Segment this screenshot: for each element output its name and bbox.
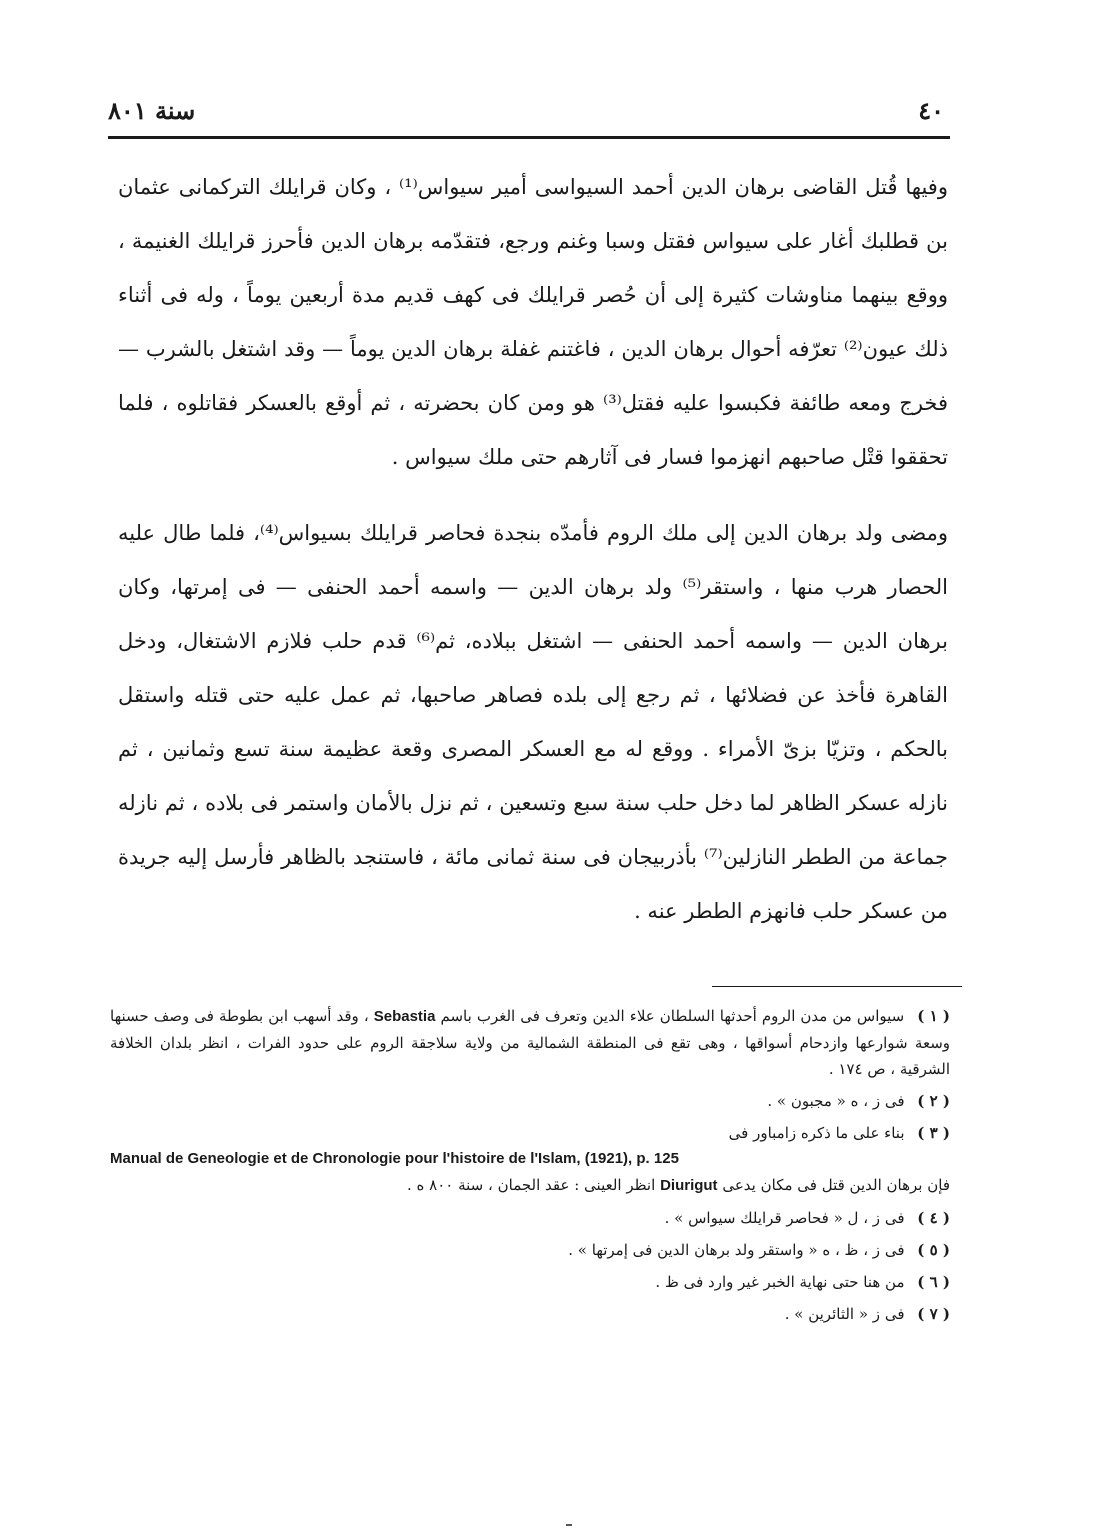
footnote-3-latin-title: Manual de Geneologie et de Chronologie pour l'histoire de l'Islam, (1921), p. 125: [110, 1150, 679, 1167]
footnote-text: من هنا حتى نهاية الخبر غير وارد فى ظ .: [655, 1273, 905, 1291]
paragraph-1: وفيها قُتل القاضى برهان الدين أحمد السيواسى أمير سيواس⁽¹⁾ ، وكان قرايلك التركمانى عثمان بن قطلبك أغار على سيواس فقتل وسبا وغنم ورجع، فتقدّمه برهان الدين فأحرز قرايلك الغنيمة ، ووقع بينهما مناوشات كثيرة إلى أن حُصر قرايلك فى كهف قديم مدة أربعين يوماً ، وله فى أثناء ذلك عيون⁽²⁾ تعرّفه أحوال برهان الدين ، فاغتنم غفلة برهان الدين يوماً — وقد اشتغل بالشرب — فخرج ومعه طائفة فكبسوا عليه فقتل⁽³⁾ هو ومن كان بحضرته ، ثم أوقع بالعسكر فقاتلوه ، فلما تحققوا قتْل صاحبهم انهزموا فسار فى آثارهم حتى ملك سيواس .: [118, 175, 949, 469]
footnote-2: [110, 1088, 950, 1114]
footnote-text: فى ز ، ل « فحاصر قرايلك سيواس » .: [664, 1209, 905, 1227]
footnote-number: ( ٥ ): [917, 1241, 950, 1259]
page-header: [108, 96, 944, 136]
footnote-number: ( ٢ ): [917, 1092, 950, 1110]
footnotes: [110, 1003, 950, 1333]
footnote-number: ( ١ ): [917, 1007, 950, 1025]
footnote-latin-term: Diurigut: [660, 1177, 718, 1194]
footnote-1: [110, 1003, 950, 1082]
footnote-text: بناء على ما ذكره زامباور فى: [728, 1124, 905, 1142]
page-number: ٤٠: [918, 96, 944, 125]
footnote-7: [110, 1301, 950, 1327]
running-head-year: سنة ٨٠١: [108, 96, 196, 125]
footnote-3-continued: [110, 1172, 950, 1199]
footnote-5: [110, 1237, 950, 1263]
footnote-text: انظر العينى : عقد الجمان ، سنة ٨٠٠ ه .: [406, 1176, 656, 1194]
footnote-text: سيواس من مدن الروم أحدثها السلطان علاء الدين وتعرف فى الغرب باسم: [440, 1007, 905, 1025]
footnote-number: ( ٧ ): [917, 1305, 950, 1323]
print-mark: [566, 1524, 572, 1526]
footnote-text: ، وقد أسهب ابن بطوطة فى وصف حسنها وسعة شوارعها وازدحام أسواقها ، وهى تقع فى المنطقة الشمالية من ولاية سلاجقة الروم على حدود الفرات ، انظر بلدان الخلافة الشرقية ، ص ١٧٤ .: [110, 1007, 950, 1078]
footnote-6: [110, 1269, 950, 1295]
footnote-text: فإن برهان الدين قتل فى مكان يدعى: [722, 1176, 950, 1194]
footnote-rule: [712, 986, 962, 987]
footnote-text: فى ز ، ه « مجبون » .: [767, 1092, 905, 1110]
header-rule: [108, 136, 950, 139]
footnote-4: [110, 1205, 950, 1231]
footnote-latin-term: Sebastia: [373, 1008, 436, 1025]
footnote-text: فى ز ، ظ ، ه « واستقر ولد برهان الدين فى إمرتها » .: [568, 1241, 905, 1259]
footnote-number: ( ٦ ): [917, 1273, 950, 1291]
footnote-number: ( ٤ ): [917, 1209, 950, 1227]
main-text: [118, 160, 948, 938]
footnote-number: ( ٣ ): [917, 1124, 950, 1142]
footnote-3: [110, 1120, 950, 1146]
paragraph-2: ومضى ولد برهان الدين إلى ملك الروم فأمدّه بنجدة فحاصر قرايلك بسيواس⁽⁴⁾، فلما طال عليه الحصار هرب منها ، واستقر⁽⁵⁾ ولد برهان الدين — واسمه أحمد الحنفى — فى إمرتها، وكان برهان الدين — واسمه أحمد الحنفى — اشتغل ببلاده، ثم⁽⁶⁾ قدم حلب فلازم الاشتغال، ودخل القاهرة فأخذ عن فضلائها ، ثم رجع إلى بلده فصاهر صاحبها، ثم عمل عليه حتى قتله واستقل بالحكم ، وتزيّا بزىّ الأمراء . ووقع له مع العسكر المصرى وقعة عظيمة سنة تسع وثمانين ، ثم نازله عسكر الظاهر لما دخل حلب سنة سبع وتسعين ، ثم نزل بالأمان واستمر فى بلاده ، ثم نازله جماعة من الططر النازلين⁽⁷⁾ بأذربيجان فى سنة ثمانى مائة ، فاستنجد بالظاهر فأرسل إليه جريدة من عسكر حلب فانهزم الططر عنه .: [118, 521, 948, 923]
footnote-text: فى ز « الثائرين » .: [784, 1305, 905, 1323]
